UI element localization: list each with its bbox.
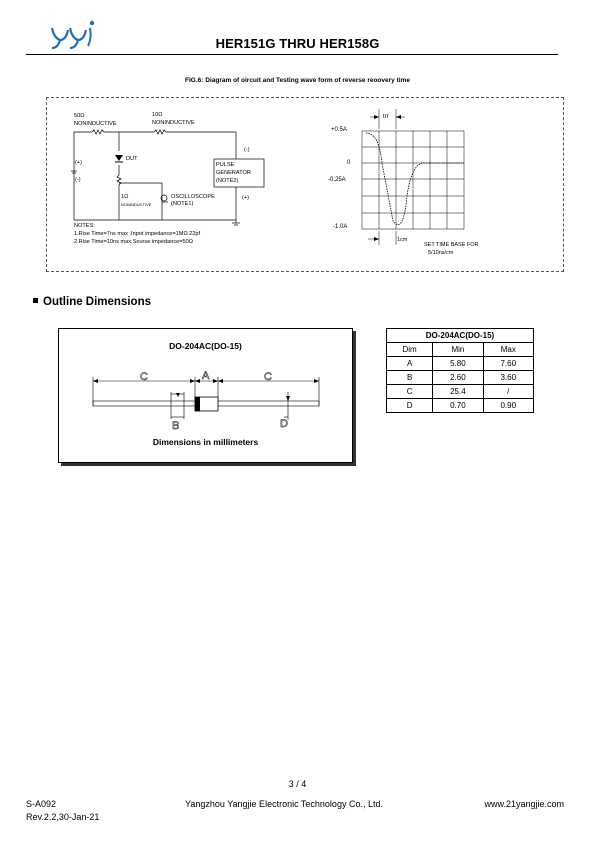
table-caption-row bbox=[387, 329, 534, 343]
cell-max: 3.60 bbox=[483, 371, 533, 385]
cell-max: / bbox=[483, 385, 533, 399]
document-number: S-A092 bbox=[26, 799, 57, 809]
cell-dim: B bbox=[387, 371, 433, 385]
r3-value: 1Ω bbox=[121, 194, 129, 200]
col-header-min: Min bbox=[433, 343, 483, 357]
outline-heading bbox=[33, 296, 151, 308]
notes-title: NOTES: bbox=[74, 223, 95, 229]
r1-type: NONINDUCTIVE bbox=[74, 121, 117, 127]
page-number: 3 / 4 bbox=[288, 779, 307, 789]
cell-max: 0.90 bbox=[483, 399, 533, 413]
pulse-line3: (NOTE2) bbox=[216, 178, 239, 184]
cell-dim: A bbox=[387, 357, 433, 371]
document-title: HER151G THRU HER158G bbox=[215, 36, 380, 51]
test-diagram bbox=[46, 97, 564, 272]
table-row bbox=[387, 371, 534, 385]
r1-value: 50Ω bbox=[74, 113, 85, 119]
r3-type: NONINDUCTIVE bbox=[121, 202, 152, 207]
cell-min: 2.60 bbox=[433, 371, 483, 385]
y-label-zero: 0 bbox=[347, 160, 351, 166]
osc-line1: OSCILLOSCOPE bbox=[171, 194, 215, 200]
cell-min: 5.80 bbox=[433, 357, 483, 371]
pulse-line2: GENERATOR bbox=[216, 170, 251, 176]
plus-left: (+) bbox=[75, 160, 82, 166]
cell-dim: D bbox=[387, 399, 433, 413]
table-header-row bbox=[387, 343, 534, 357]
note-1: 1.Rise Time=7ns max .Inpot impedance=1MΩ 22pf bbox=[74, 231, 201, 237]
dimensions-table bbox=[386, 328, 534, 413]
osc-line2: (NOTE1) bbox=[171, 201, 194, 207]
timebase-line1: SET TIME BASE FOR bbox=[424, 242, 479, 248]
table-row bbox=[387, 399, 534, 413]
pulse-line1: PULSE bbox=[216, 162, 235, 168]
company-name: Yangzhou Yangjie Electronic Technology Co., Ltd. bbox=[185, 799, 383, 809]
figure-caption: FIG.6: Diagram of oircuit and Testing wave form of reverse reoovery time bbox=[185, 77, 410, 84]
col-header-max: Max bbox=[483, 343, 533, 357]
header-rule bbox=[26, 54, 558, 55]
y-label-minus10: -1.0A bbox=[333, 224, 348, 230]
revision-info: Rev.2.2,30-Jan-21 bbox=[26, 812, 100, 822]
timebase-line2: 5/10ns/cm bbox=[428, 250, 454, 256]
package-title: DO-204AC(DO-15) bbox=[169, 341, 242, 351]
cell-min: 25.4 bbox=[433, 385, 483, 399]
cell-dim: C bbox=[387, 385, 433, 399]
dut-label: DUT bbox=[126, 156, 138, 162]
note-2: 2.Rise Time=10ns max.Sourse impedance=50Ω bbox=[74, 239, 193, 245]
table-caption: DO-204AC(DO-15) bbox=[387, 329, 534, 343]
cell-min: 0.70 bbox=[433, 399, 483, 413]
dim-label-a: A bbox=[202, 370, 210, 382]
dim-label-d: D bbox=[280, 418, 288, 430]
trr-label: trr bbox=[383, 114, 389, 120]
minus-left: (-) bbox=[75, 177, 81, 183]
outline-drawing bbox=[58, 360, 353, 435]
dim-label-c-left: C bbox=[140, 371, 148, 383]
plus-pulse: (+) bbox=[242, 195, 249, 201]
outline-heading-text: Outline Dimensions bbox=[43, 296, 151, 308]
website-link[interactable]: www.21yangjie.com bbox=[484, 799, 564, 809]
y-label-minus025: -0.25A bbox=[328, 177, 346, 183]
minus-pulse: (-) bbox=[244, 147, 250, 153]
r2-type: NONINDUCTIVE bbox=[152, 120, 195, 126]
r2-value: 10Ω bbox=[152, 112, 163, 118]
y-label-plus05: +0.5A bbox=[331, 127, 347, 133]
waveform-grid bbox=[362, 131, 464, 229]
dimensions-note: Dimensions in millimeters bbox=[152, 437, 259, 447]
onecm-label: 1cm bbox=[397, 237, 408, 243]
col-header-dim: Dim bbox=[387, 343, 433, 357]
table-row bbox=[387, 357, 534, 371]
bullet-square bbox=[33, 298, 38, 303]
dim-label-b: B bbox=[172, 420, 180, 432]
dim-label-c-right: C bbox=[264, 371, 272, 383]
cell-max: 7.60 bbox=[483, 357, 533, 371]
table-row bbox=[387, 385, 534, 399]
